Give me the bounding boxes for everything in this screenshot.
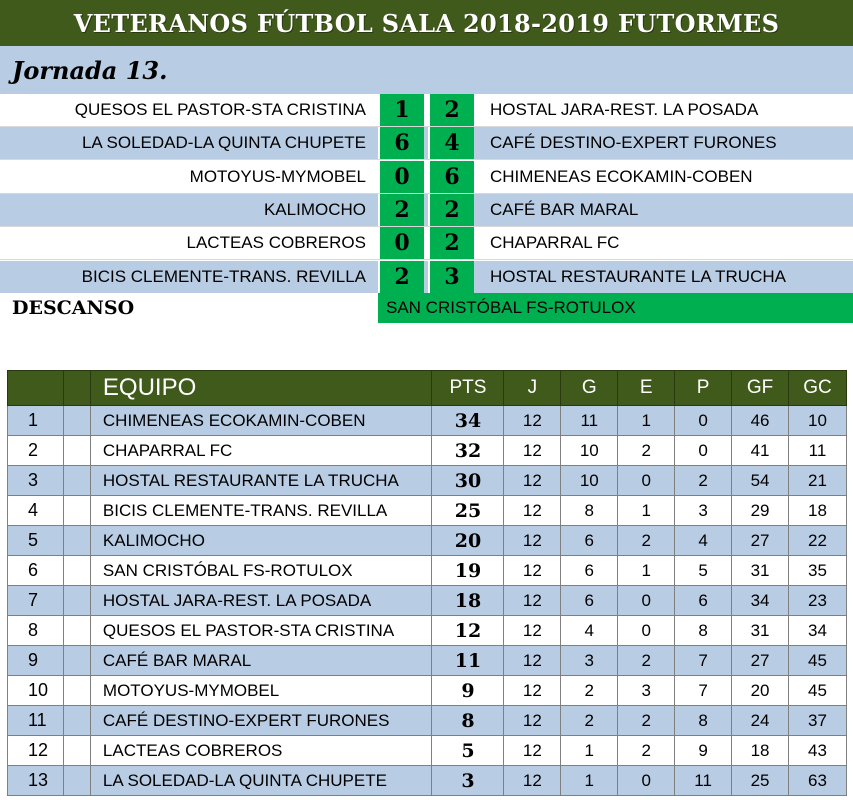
standings-row xyxy=(8,466,847,496)
games-played: 12 xyxy=(504,706,561,736)
blank-cell xyxy=(63,676,90,706)
away-team: CHAPARRAL FC xyxy=(490,233,620,253)
team-points: 34 xyxy=(432,406,504,436)
match-row xyxy=(0,94,853,127)
goals-for: 31 xyxy=(732,616,789,646)
goals-for: 24 xyxy=(732,706,789,736)
games-lost: 8 xyxy=(675,616,732,646)
team-position: 10 xyxy=(8,676,64,706)
team-position: 2 xyxy=(8,436,64,466)
games-won: 10 xyxy=(561,436,618,466)
games-won: 6 xyxy=(561,556,618,586)
games-won: 1 xyxy=(561,736,618,766)
games-lost: 2 xyxy=(675,466,732,496)
games-won: 1 xyxy=(561,766,618,796)
games-won: 8 xyxy=(561,496,618,526)
games-won: 6 xyxy=(561,586,618,616)
games-lost: 0 xyxy=(675,436,732,466)
standings-row xyxy=(8,556,847,586)
games-lost: 5 xyxy=(675,556,732,586)
blank-cell xyxy=(63,496,90,526)
blank-cell xyxy=(63,406,90,436)
home-team: BICIS CLEMENTE-TRANS. REVILLA xyxy=(81,266,366,286)
games-drawn: 2 xyxy=(618,646,675,676)
blank-cell xyxy=(63,556,90,586)
away-score: 2 xyxy=(428,227,474,259)
header-g: G xyxy=(561,371,618,406)
standings-row xyxy=(8,586,847,616)
games-drawn: 1 xyxy=(618,496,675,526)
team-points: 3 xyxy=(432,766,504,796)
standings-row xyxy=(8,406,847,436)
team-position: 5 xyxy=(8,526,64,556)
team-points: 11 xyxy=(432,646,504,676)
goals-for: 31 xyxy=(732,556,789,586)
goals-against: 43 xyxy=(789,736,847,766)
goals-for: 18 xyxy=(732,736,789,766)
games-drawn: 3 xyxy=(618,676,675,706)
games-lost: 8 xyxy=(675,706,732,736)
away-score: 3 xyxy=(428,261,474,293)
blank-cell xyxy=(63,766,90,796)
team-name: BICIS CLEMENTE-TRANS. REVILLA xyxy=(90,496,432,526)
team-name: CAFÉ BAR MARAL xyxy=(90,646,432,676)
games-won: 11 xyxy=(561,406,618,436)
standings-row xyxy=(8,676,847,706)
team-name: HOSTAL JARA-REST. LA POSADA xyxy=(90,586,432,616)
games-drawn: 2 xyxy=(618,436,675,466)
goals-against: 35 xyxy=(789,556,847,586)
home-score: 2 xyxy=(378,194,424,226)
team-position: 12 xyxy=(8,736,64,766)
header-p: P xyxy=(675,371,732,406)
team-points: 32 xyxy=(432,436,504,466)
team-name: SAN CRISTÓBAL FS-ROTULOX xyxy=(90,556,432,586)
standings-row xyxy=(8,736,847,766)
blank-cell xyxy=(63,466,90,496)
home-score: 1 xyxy=(378,94,424,126)
page-title: VETERANOS FÚTBOL SALA 2018-2019 FUTORMES xyxy=(0,0,853,46)
home-team: LA SOLEDAD-LA QUINTA CHUPETE xyxy=(81,133,366,153)
home-score: 0 xyxy=(378,161,424,193)
standings-row xyxy=(8,706,847,736)
away-team: CAFÉ DESTINO-EXPERT FURONES xyxy=(490,133,777,153)
games-played: 12 xyxy=(504,406,561,436)
games-drawn: 2 xyxy=(618,706,675,736)
away-team: HOSTAL RESTAURANTE LA TRUCHA xyxy=(490,266,786,286)
home-score: 6 xyxy=(378,127,424,159)
standings-row xyxy=(8,646,847,676)
blank-cell xyxy=(63,526,90,556)
blank-cell xyxy=(63,586,90,616)
games-drawn: 2 xyxy=(618,526,675,556)
home-score: 2 xyxy=(378,261,424,293)
games-played: 12 xyxy=(504,526,561,556)
goals-against: 22 xyxy=(789,526,847,556)
away-score: 6 xyxy=(428,161,474,193)
jornada-title: Jornada 13. xyxy=(0,46,853,94)
team-points: 18 xyxy=(432,586,504,616)
games-drawn: 0 xyxy=(618,766,675,796)
team-position: 11 xyxy=(8,706,64,736)
games-played: 12 xyxy=(504,676,561,706)
team-name: CHAPARRAL FC xyxy=(90,436,432,466)
goals-for: 27 xyxy=(732,646,789,676)
standings-row xyxy=(8,496,847,526)
team-position: 6 xyxy=(8,556,64,586)
games-won: 3 xyxy=(561,646,618,676)
goals-against: 45 xyxy=(789,646,847,676)
goals-for: 46 xyxy=(732,406,789,436)
team-position: 9 xyxy=(8,646,64,676)
rest-label: DESCANSO xyxy=(12,297,135,319)
team-points: 12 xyxy=(432,616,504,646)
games-played: 12 xyxy=(504,616,561,646)
games-won: 4 xyxy=(561,616,618,646)
team-name: KALIMOCHO xyxy=(90,526,432,556)
goals-for: 54 xyxy=(732,466,789,496)
team-points: 19 xyxy=(432,556,504,586)
goals-against: 21 xyxy=(789,466,847,496)
header-e: E xyxy=(618,371,675,406)
goals-for: 29 xyxy=(732,496,789,526)
games-lost: 6 xyxy=(675,586,732,616)
games-played: 12 xyxy=(504,436,561,466)
goals-against: 23 xyxy=(789,586,847,616)
match-row xyxy=(0,194,853,227)
blank-cell xyxy=(63,616,90,646)
games-played: 12 xyxy=(504,646,561,676)
home-team: QUESOS EL PASTOR-STA CRISTINA xyxy=(74,100,366,119)
header-pts: PTS xyxy=(432,371,504,406)
header-gc: GC xyxy=(789,371,847,406)
match-row xyxy=(0,261,853,294)
goals-against: 18 xyxy=(789,496,847,526)
team-points: 20 xyxy=(432,526,504,556)
games-won: 2 xyxy=(561,676,618,706)
games-lost: 3 xyxy=(675,496,732,526)
standings-header-row xyxy=(8,371,847,406)
away-score: 4 xyxy=(428,127,474,159)
team-points: 25 xyxy=(432,496,504,526)
standings-row xyxy=(8,436,847,466)
standings-row xyxy=(8,526,847,556)
home-score: 0 xyxy=(378,227,424,259)
team-position: 3 xyxy=(8,466,64,496)
games-played: 12 xyxy=(504,496,561,526)
rest-row xyxy=(0,293,853,323)
team-name: CHIMENEAS ECOKAMIN-COBEN xyxy=(90,406,432,436)
rest-team: SAN CRISTÓBAL FS-ROTULOX xyxy=(378,293,853,323)
away-team: HOSTAL JARA-REST. LA POSADA xyxy=(490,100,759,119)
team-position: 7 xyxy=(8,586,64,616)
games-drawn: 2 xyxy=(618,736,675,766)
goals-for: 27 xyxy=(732,526,789,556)
goals-against: 45 xyxy=(789,676,847,706)
team-points: 5 xyxy=(432,736,504,766)
blank-cell xyxy=(63,736,90,766)
games-played: 12 xyxy=(504,586,561,616)
match-row xyxy=(0,127,853,160)
standings-row xyxy=(8,616,847,646)
goals-against: 63 xyxy=(789,766,847,796)
goals-against: 10 xyxy=(789,406,847,436)
goals-for: 41 xyxy=(732,436,789,466)
team-name: LA SOLEDAD-LA QUINTA CHUPETE xyxy=(90,766,432,796)
team-position: 4 xyxy=(8,496,64,526)
standings-table xyxy=(7,370,847,796)
games-drawn: 1 xyxy=(618,406,675,436)
team-points: 8 xyxy=(432,706,504,736)
standings-row xyxy=(8,766,847,796)
team-name: MOTOYUS-MYMOBEL xyxy=(90,676,432,706)
team-points: 30 xyxy=(432,466,504,496)
games-won: 6 xyxy=(561,526,618,556)
team-name: QUESOS EL PASTOR-STA CRISTINA xyxy=(90,616,432,646)
home-team: KALIMOCHO xyxy=(263,199,366,219)
games-won: 10 xyxy=(561,466,618,496)
goals-against: 11 xyxy=(789,436,847,466)
match-row xyxy=(0,227,853,260)
header-j: J xyxy=(504,371,561,406)
goals-for: 34 xyxy=(732,586,789,616)
team-position: 13 xyxy=(8,766,64,796)
away-team: CHIMENEAS ECOKAMIN-COBEN xyxy=(490,166,753,186)
games-played: 12 xyxy=(504,766,561,796)
team-name: HOSTAL RESTAURANTE LA TRUCHA xyxy=(90,466,432,496)
team-points: 9 xyxy=(432,676,504,706)
blank-cell xyxy=(63,706,90,736)
header-blank xyxy=(63,371,90,406)
goals-against: 34 xyxy=(789,616,847,646)
games-drawn: 0 xyxy=(618,586,675,616)
games-played: 12 xyxy=(504,556,561,586)
home-team: LACTEAS COBREROS xyxy=(186,233,366,253)
team-position: 1 xyxy=(8,406,64,436)
away-score: 2 xyxy=(428,194,474,226)
home-team: MOTOYUS-MYMOBEL xyxy=(189,166,366,186)
games-drawn: 0 xyxy=(618,616,675,646)
games-lost: 4 xyxy=(675,526,732,556)
goals-for: 20 xyxy=(732,676,789,706)
blank-cell xyxy=(63,646,90,676)
away-score: 2 xyxy=(428,94,474,126)
header-pos xyxy=(8,371,64,406)
games-lost: 7 xyxy=(675,646,732,676)
away-team: CAFÉ BAR MARAL xyxy=(490,199,639,219)
games-lost: 7 xyxy=(675,676,732,706)
goals-for: 25 xyxy=(732,766,789,796)
team-name: CAFÉ DESTINO-EXPERT FURONES xyxy=(90,706,432,736)
team-position: 8 xyxy=(8,616,64,646)
games-lost: 0 xyxy=(675,406,732,436)
games-won: 2 xyxy=(561,706,618,736)
games-played: 12 xyxy=(504,466,561,496)
games-lost: 11 xyxy=(675,766,732,796)
games-drawn: 0 xyxy=(618,466,675,496)
goals-against: 37 xyxy=(789,706,847,736)
header-team: EQUIPO xyxy=(90,371,432,406)
match-row xyxy=(0,161,853,194)
games-played: 12 xyxy=(504,736,561,766)
games-lost: 9 xyxy=(675,736,732,766)
blank-cell xyxy=(63,436,90,466)
header-gf: GF xyxy=(732,371,789,406)
team-name: LACTEAS COBREROS xyxy=(90,736,432,766)
games-drawn: 1 xyxy=(618,556,675,586)
